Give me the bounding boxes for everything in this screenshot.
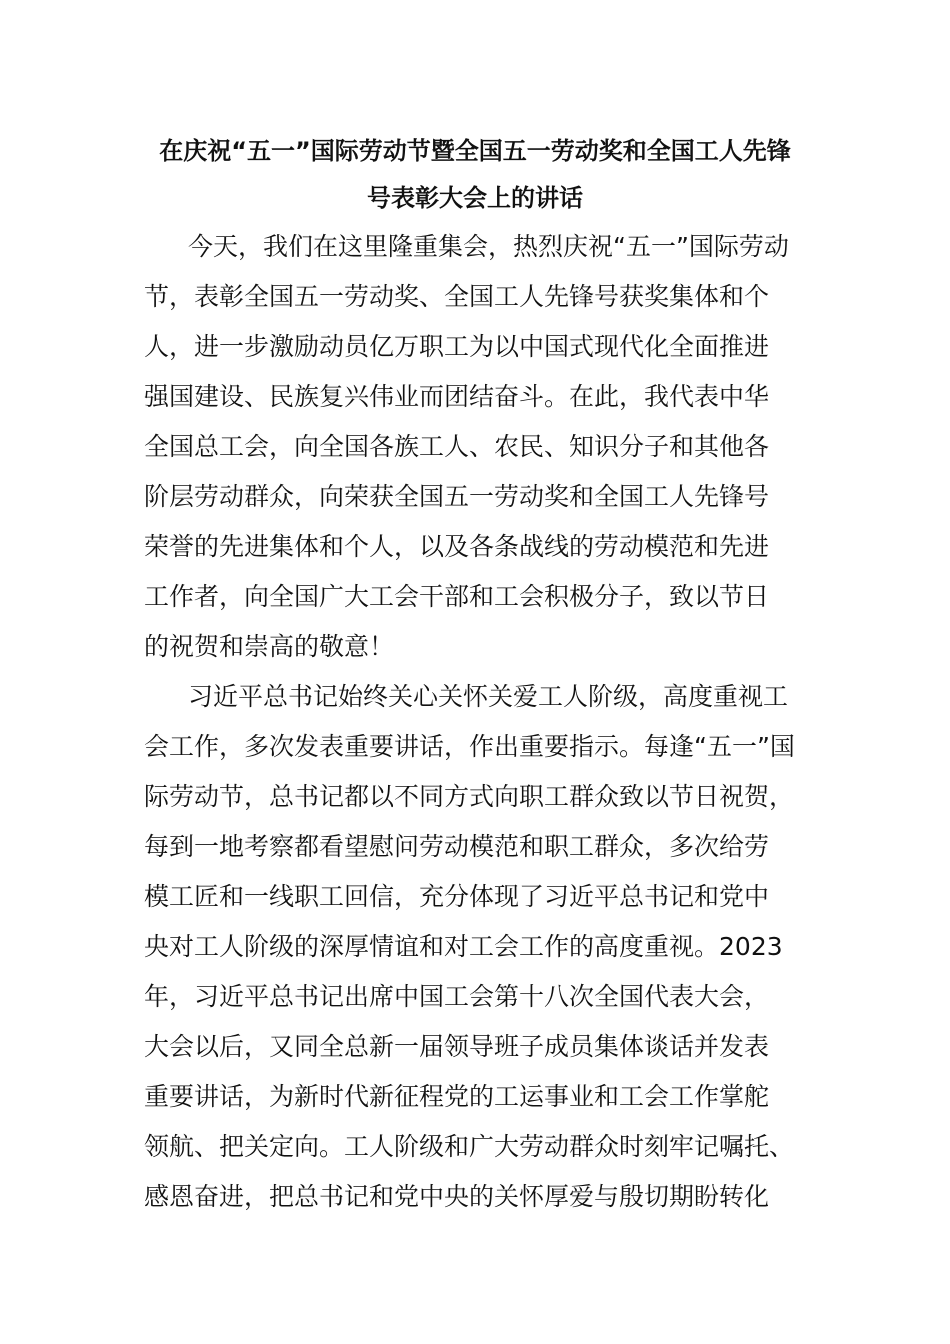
paragraph-line: 习近平总书记始终关心关怀关爱工人阶级，高度重视工 xyxy=(188,682,789,711)
paragraph-line: 央对工人阶级的深厚情谊和对工会工作的高度重视。2023 xyxy=(144,932,783,961)
paragraph-line: 领航、把关定向。工人阶级和广大劳动群众时刻牢记嘱托、 xyxy=(144,1132,795,1161)
paragraph-line: 节，表彰全国五一劳动奖、全国工人先锋号获奖集体和个 xyxy=(144,282,770,311)
paragraph-line: 的祝贺和崇高的敬意！ xyxy=(144,632,395,661)
document-title xyxy=(144,128,806,222)
paragraph-line: 模工匠和一线职工回信，充分体现了习近平总书记和党中 xyxy=(144,882,770,911)
paragraph-line: 大会以后，又同全总新一届领导班子成员集体谈话并发表 xyxy=(144,1032,770,1061)
paragraph-line: 年，习近平总书记出席中国工会第十八次全国代表大会， xyxy=(144,982,770,1011)
document-body xyxy=(144,128,806,1222)
paragraph-line: 强国建设、民族复兴伟业而团结奋斗。在此，我代表中华 xyxy=(144,382,770,411)
paragraph-line: 会工作，多次发表重要讲话，作出重要指示。每逢“五一”国 xyxy=(144,732,795,761)
title-line: 在庆祝“五一”国际劳动节暨全国五一劳动奖和全国工人先锋 xyxy=(159,137,791,165)
paragraph-line: 今天，我们在这里隆重集会，热烈庆祝“五一”国际劳动 xyxy=(188,232,789,261)
paragraph-line: 荣誉的先进集体和个人，以及各条战线的劳动模范和先进 xyxy=(144,532,770,561)
paragraph-line: 重要讲话，为新时代新征程党的工运事业和工会工作掌舵 xyxy=(144,1082,770,1111)
paragraph-line: 阶层劳动群众，向荣获全国五一劳动奖和全国工人先锋号 xyxy=(144,482,770,511)
paragraph-2 xyxy=(144,672,806,1222)
paragraph-line: 人，进一步激励动员亿万职工为以中国式现代化全面推进 xyxy=(144,332,770,361)
paragraph-line: 际劳动节，总书记都以不同方式向职工群众致以节日祝贺， xyxy=(144,782,795,811)
paragraph-1 xyxy=(144,222,806,672)
paragraph-line: 工作者，向全国广大工会干部和工会积极分子，致以节日 xyxy=(144,582,770,611)
paragraph-line: 每到一地考察都看望慰问劳动模范和职工群众，多次给劳 xyxy=(144,832,770,861)
title-line: 号表彰大会上的讲话 xyxy=(367,184,583,212)
paragraph-line: 感恩奋进，把总书记和党中央的关怀厚爱与殷切期盼转化 xyxy=(144,1182,770,1211)
paragraph-line: 全国总工会，向全国各族工人、农民、知识分子和其他各 xyxy=(144,432,770,461)
